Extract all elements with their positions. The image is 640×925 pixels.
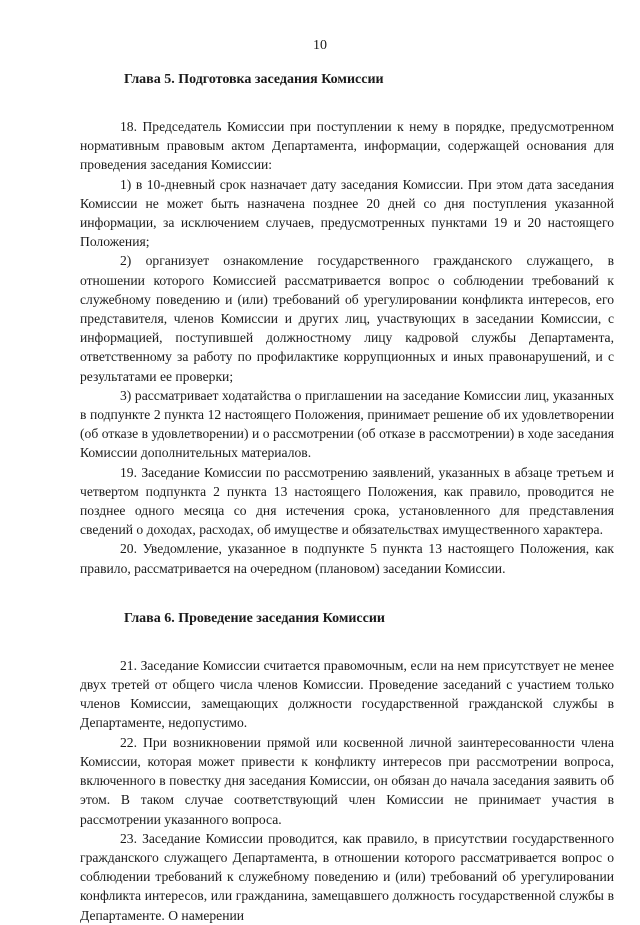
- paragraph: 2) организует ознакомление государственного гражданского служащего, в отношении которого Комиссией рассматривается вопрос о соблюдении требований к служебному поведению и (или) требований об урегулировании конфликта интересов, его представителя, членов Комиссии и других лиц, участвующих в заседании Комиссии, с информацией, поступившей должностному лицу кадровой службы Департамента, ответственному за работу по профилактике коррупционных и иных правонарушений, и с результатами ее проверки;: [80, 253, 614, 384]
- paragraph: 22. При возникновении прямой или косвенной личной заинтересованности члена Комиссии, которая может привести к конфликту интересов при рассмотрении вопроса, включенного в повестку дня заседания Комиссии, он обязан до начала заседания заявить об этом. В таком случае соответствующий член Комиссии не принимает участия в рассмотрении указанного вопроса.: [80, 734, 614, 827]
- document-content: [80, 70, 614, 925]
- paragraph: 18. Председатель Комиссии при поступлении к нему в порядке, предусмотренном нормативным правовым актом Департамента, информации, содержащей основания для проведения заседания Комиссии:: [80, 119, 614, 173]
- chapter-6: [80, 609, 614, 925]
- paragraph: 1) в 10-дневный срок назначает дату заседания Комиссии. При этом дата заседания Комиссии не может быть назначена позднее 20 дней со дня поступления указанной информации, за исключением случаев, предусмотренных пунктами 19 и 20 настоящего Положения;: [80, 176, 614, 250]
- page-number: 10: [313, 38, 327, 53]
- paragraph: 21. Заседание Комиссии считается правомочным, если на нем присутствует не менее двух третей от общего числа членов Комиссии. Проведение заседаний с участием только членов Комиссии, замещающих должности государственной гражданской службы в Департаменте, недопустимо.: [80, 657, 614, 731]
- paragraph: 20. Уведомление, указанное в подпункте 5 пункта 13 настоящего Положения, как правило, рассматривается на очередном (плановом) заседании Комиссии.: [80, 541, 614, 576]
- chapter-5: [80, 70, 614, 578]
- chapter-heading: Глава 5. Подготовка заседания Комиссии: [124, 72, 384, 87]
- paragraph: 19. Заседание Комиссии по рассмотрению заявлений, указанных в абзаце третьем и четвертом подпункта 2 пункта 13 настоящего Положения, как правило, проводится не позднее одного месяца со дня истечения срока, установленного для представления сведений о доходах, расходах, об имуществе и обязательствах имущественного характера.: [80, 464, 614, 538]
- paragraph: 23. Заседание Комиссии проводится, как правило, в присутствии государственного гражданского служащего Департамента, в отношении которого рассматривается вопрос о соблюдении требований к служебному поведению и (или) требований об урегулировании конфликта интересов, или гражданина, замещавшего должность государственной службы в Департаменте. О намерении: [80, 830, 614, 923]
- chapter-heading: Глава 6. Проведение заседания Комиссии: [124, 610, 385, 626]
- paragraph: 3) рассматривает ходатайства о приглашении на заседание Комиссии лиц, указанных в подпункте 2 пункта 12 настоящего Положения, принимает решение об их удовлетворении (об отказе в удовлетворении) и о рассмотрении (об отказе в рассмотрении) в ходе заседания Комиссии дополнительных материалов.: [80, 387, 614, 461]
